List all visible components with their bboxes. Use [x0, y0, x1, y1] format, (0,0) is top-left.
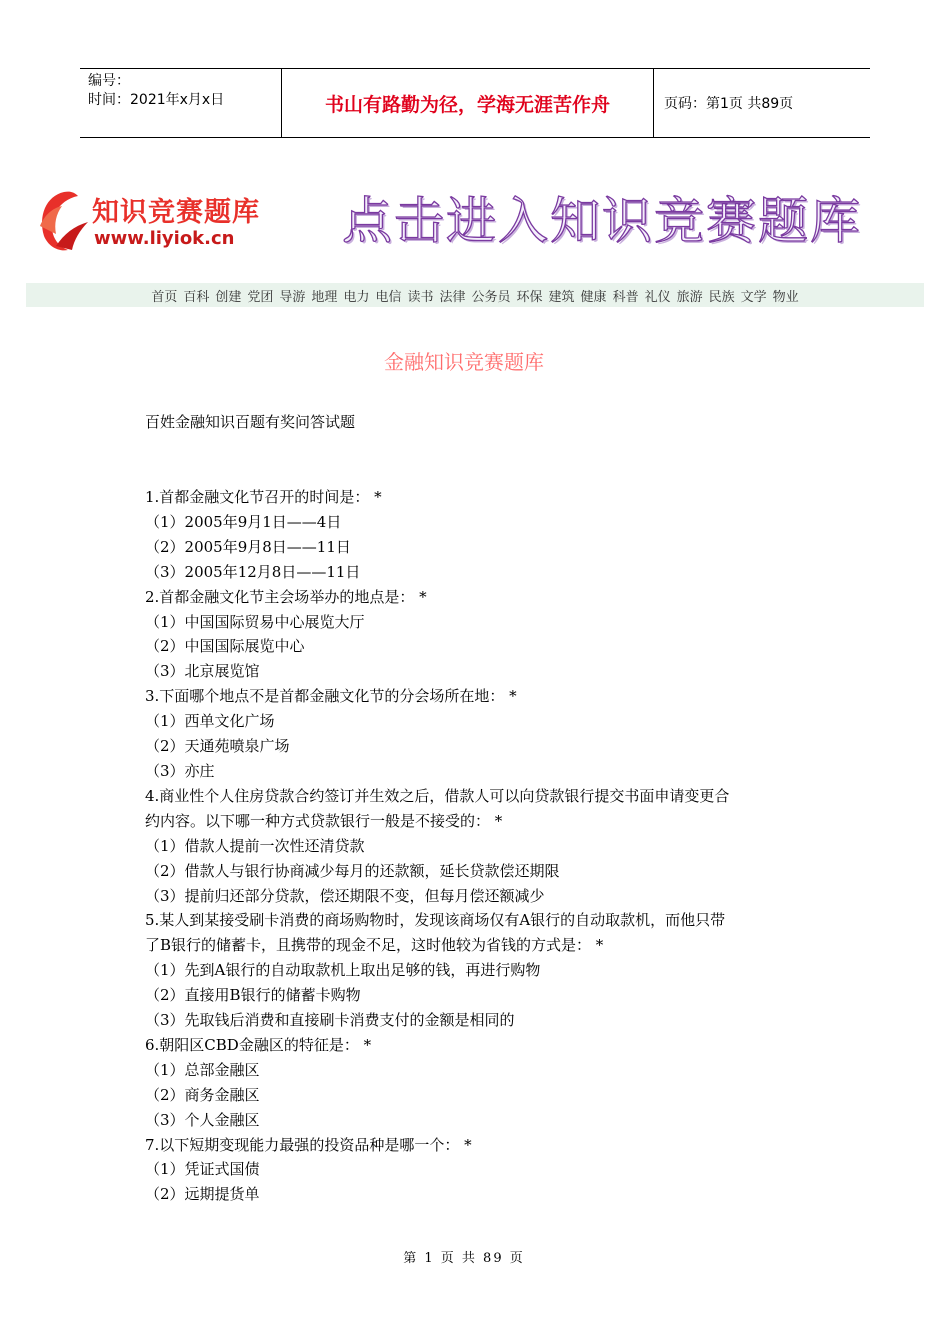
- quiz-line: （1）凭证式国债: [145, 1160, 260, 1179]
- nav-link[interactable]: 读书: [407, 289, 434, 305]
- quiz-line: 5.某人到某接受刷卡消费的商场购物时，发现该商场仅有A银行的自动取款机，而他只带: [145, 911, 726, 930]
- nav-link[interactable]: 百科: [183, 289, 210, 305]
- quiz-line: （1）总部金融区: [145, 1060, 260, 1079]
- header-motto: 书山有路勤为径，学海无涯苦作舟: [324, 93, 610, 116]
- header-page-info: 页码：第1页 共89页: [664, 96, 794, 112]
- quiz-line: （2）天通苑喷泉广场: [145, 737, 290, 756]
- quiz-line: （2）中国国际展览中心: [145, 637, 305, 656]
- quiz-line: （2）远期提货单: [145, 1185, 260, 1204]
- nav-link[interactable]: 物业: [772, 289, 799, 305]
- time-label: 时间：2021年x月x日: [88, 92, 225, 108]
- nav-link[interactable]: 电力: [343, 289, 370, 305]
- quiz-line: （2）2005年9月8日——11日: [145, 537, 351, 556]
- quiz-line: 2.首都金融文化节主会场举办的地点是： *: [145, 587, 427, 606]
- quiz-line: 7.以下短期变现能力最强的投资品种是哪一个： *: [145, 1135, 472, 1154]
- quiz-line: 约内容。以下哪一种方式贷款银行一般是不接受的： *: [145, 811, 503, 830]
- header-motto-cell: [282, 69, 654, 137]
- quiz-content: [145, 485, 815, 1207]
- site-logo[interactable]: [34, 186, 284, 256]
- quiz-line: （1）先到A银行的自动取款机上取出足够的钱，再进行购物: [145, 961, 541, 980]
- quiz-line: 6.朝阳区CBD金融区的特征是： *: [145, 1035, 372, 1054]
- quiz-line: （2）直接用B银行的储蓄卡购物: [145, 986, 361, 1005]
- quiz-line: （3）提前归还部分贷款，偿还期限不变，但每月偿还额减少: [145, 886, 545, 905]
- quiz-line: （1）2005年9月1日——4日: [145, 512, 342, 531]
- nav-link[interactable]: 地理: [311, 289, 338, 305]
- nav-link[interactable]: 科普: [612, 289, 639, 305]
- nav-link[interactable]: 健康: [580, 289, 607, 305]
- nav-link[interactable]: 文学: [740, 289, 767, 305]
- nav-link[interactable]: 民族: [708, 289, 735, 305]
- category-nav: [26, 283, 924, 307]
- header-meta: [80, 69, 282, 137]
- logo-name: 知识竞赛题库: [92, 197, 260, 228]
- nav-link[interactable]: 电信: [375, 289, 402, 305]
- nav-link[interactable]: 首页: [151, 289, 178, 305]
- nav-link[interactable]: 法律: [439, 289, 466, 305]
- quiz-line: （2）商务金融区: [145, 1085, 260, 1104]
- number-label: 编号：: [88, 73, 130, 89]
- quiz-line: 了B银行的储蓄卡，且携带的现金不足，这时他较为省钱的方式是： *: [145, 936, 604, 955]
- logo-url: www.liyiok.cn: [94, 228, 235, 249]
- quiz-line: （1）中国国际贸易中心展览大厅: [145, 612, 365, 631]
- quiz-line: 4.商业性个人住房贷款合约签订并生效之后，借款人可以向贷款银行提交书面申请变更合: [145, 786, 730, 805]
- nav-link[interactable]: 礼仪: [644, 289, 671, 305]
- nav-link[interactable]: 公务员: [471, 289, 511, 305]
- nav-link[interactable]: 党团: [247, 289, 274, 305]
- nav-link[interactable]: 导游: [279, 289, 306, 305]
- quiz-line: （3）个人金融区: [145, 1110, 260, 1129]
- banner-link[interactable]: 点击进入知识竞赛题库: [342, 192, 862, 250]
- quiz-line: （1）借款人提前一次性还清贷款: [145, 836, 365, 855]
- quiz-line: 3.下面哪个地点不是首都金融文化节的分会场所在地： *: [145, 687, 517, 706]
- quiz-line: 1.首都金融文化节召开的时间是： *: [145, 488, 382, 506]
- logo-swirl-icon: [34, 186, 94, 254]
- quiz-line: （3）先取钱后消费和直接刷卡消费支付的金额是相同的: [145, 1011, 515, 1030]
- nav-link[interactable]: 创建: [215, 289, 242, 305]
- nav-link[interactable]: 建筑: [548, 289, 575, 305]
- document-header: [80, 68, 870, 138]
- quiz-line: （2）借款人与银行协商减少每月的还款额，延长贷款偿还期限: [145, 861, 560, 880]
- quiz-line: （3）2005年12月8日——11日: [145, 562, 361, 581]
- quiz-line: （3）北京展览馆: [145, 662, 260, 681]
- quiz-line: （1）西单文化广场: [145, 712, 275, 731]
- nav-link[interactable]: 旅游: [676, 289, 703, 305]
- quiz-line: （3）亦庄: [145, 761, 215, 780]
- nav-link[interactable]: 环保: [516, 289, 543, 305]
- page-heading: 金融知识竞赛题库: [384, 350, 544, 374]
- quiz-subtitle: 百姓金融知识百题有奖问答试题: [145, 413, 356, 431]
- page-footer: 第 1 页 共 89 页: [403, 1251, 525, 1266]
